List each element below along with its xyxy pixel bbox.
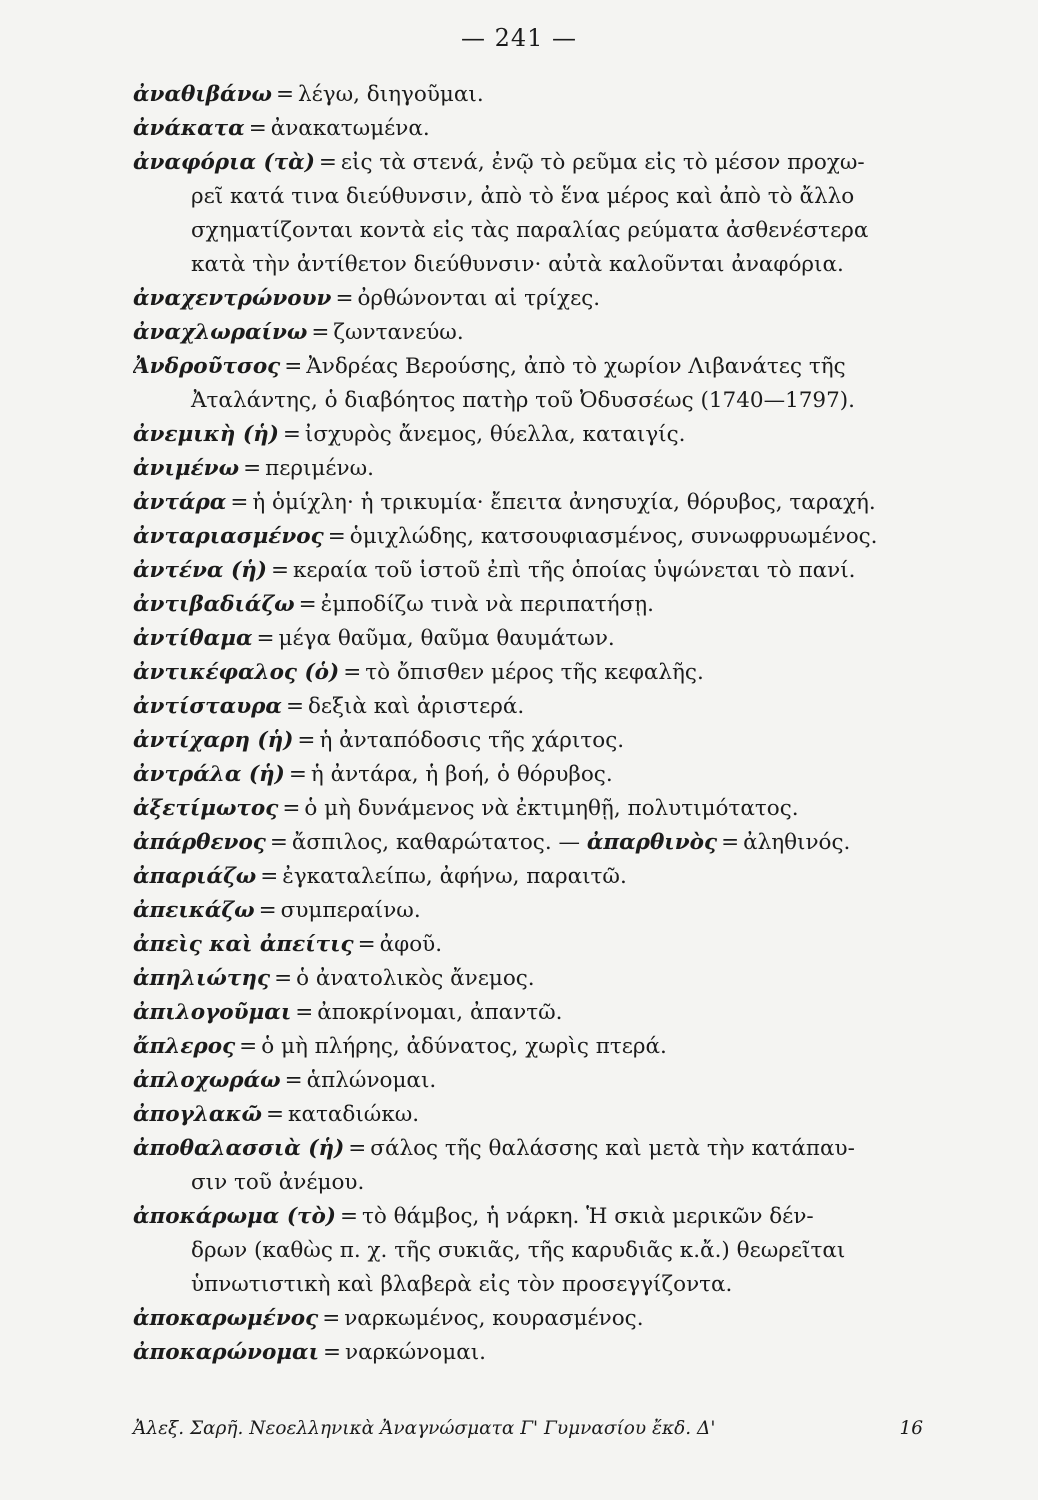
entry-definition: σάλος τῆς θαλάσσης καὶ μετὰ τὴν κατάπαυ- xyxy=(370,1136,855,1161)
continuation-text: κατὰ τὴν ἀντίθετον διεύθυνσιν· αὐτὰ καλοῦνται ἀναφόρια. xyxy=(191,252,844,277)
entry-headword: ἀποκάρωμα (τὸ) xyxy=(133,1204,336,1229)
equals-sign: = xyxy=(288,762,307,787)
glossary-entry xyxy=(133,486,933,520)
glossary-entry xyxy=(133,826,933,860)
entry-definition: καταδιώκω. xyxy=(288,1102,420,1127)
entry-headword: ἀνάκατα xyxy=(133,116,245,141)
entry-definition-secondary: ἀληθινός. xyxy=(743,830,851,855)
entry-headword: Ἀνδροῦτσος xyxy=(133,354,281,379)
glossary-entry xyxy=(133,1302,933,1336)
glossary-list xyxy=(133,78,933,1370)
glossary-entry xyxy=(133,758,933,792)
glossary-entry xyxy=(133,146,933,180)
entry-definition: συμπεραίνω. xyxy=(280,898,421,923)
glossary-entry xyxy=(133,418,933,452)
entry-headword: ἀντίσταυρα xyxy=(133,694,282,719)
entry-continuation-line xyxy=(133,214,933,248)
equals-sign: = xyxy=(298,592,317,617)
equals-sign: = xyxy=(269,830,288,855)
entry-definition: ὁ μὴ πλήρης, ἀδύνατος, χωρὶς πτερά. xyxy=(261,1034,667,1059)
glossary-entry xyxy=(133,1132,933,1166)
equals-sign: = xyxy=(258,898,277,923)
entry-headword: ἀναχλωραίνω xyxy=(133,320,308,345)
entry-headword: ἀνιμένω xyxy=(133,456,240,481)
entry-headword: ἀποκαρωμένος xyxy=(133,1306,319,1331)
glossary-entry xyxy=(133,724,933,758)
entry-definition: ὁμιχλώδης, κατσουφιασμένος, συνωφρυωμένος. xyxy=(349,524,878,549)
entry-headword: ἀποθαλασσιὰ (ἡ) xyxy=(133,1136,345,1161)
footer-citation: Ἀλεξ. Σαρῆ. Νεοελληνικὰ Ἀναγνώσματα Γ' Γυμνασίου ἔκδ. Δ' xyxy=(133,1418,716,1439)
equals-sign: = xyxy=(284,354,303,379)
entry-definition: ἁπλώνομαι. xyxy=(306,1068,437,1093)
equals-sign: = xyxy=(327,524,346,549)
glossary-entry xyxy=(133,452,933,486)
entry-definition: ἀφοῦ. xyxy=(379,932,443,957)
footer-signature-number: 16 xyxy=(899,1418,923,1439)
entry-headword: ἀποκαρώνομαι xyxy=(133,1340,319,1365)
glossary-entry xyxy=(133,860,933,894)
glossary-entry xyxy=(133,894,933,928)
entry-definition: μέγα θαῦμα, θαῦμα θαυμάτων. xyxy=(278,626,615,651)
equals-sign: = xyxy=(343,660,362,685)
equals-sign: = xyxy=(357,932,376,957)
equals-sign: = xyxy=(275,82,294,107)
continuation-text: σχηματίζονται κοντὰ εἰς τὰς παραλίας ρεύματα ἀσθενέστερα xyxy=(191,218,869,243)
equals-sign: = xyxy=(295,1000,314,1025)
entry-definition: δεξιὰ καὶ ἀριστερά. xyxy=(307,694,525,719)
entry-headword: ἀντένα (ἡ) xyxy=(133,558,267,583)
equals-sign: = xyxy=(248,116,267,141)
entry-headword: ἀναθιβάνω xyxy=(133,82,272,107)
glossary-entry xyxy=(133,554,933,588)
glossary-entry xyxy=(133,1200,933,1234)
entry-headword-secondary: ἀπαρθινὸς xyxy=(586,830,718,855)
entry-definition: τὸ θάμβος, ἡ νάρκη. Ἡ σκιὰ μερικῶν δέν- xyxy=(362,1204,814,1229)
equals-sign: = xyxy=(284,1068,303,1093)
entry-headword: ἀνεμικὴ (ἡ) xyxy=(133,422,279,447)
entry-definition: κεραία τοῦ ἱστοῦ ἐπὶ τῆς ὁποίας ὑψώνεται τὸ πανί. xyxy=(292,558,856,583)
equals-sign: = xyxy=(322,1306,341,1331)
glossary-entry xyxy=(133,112,933,146)
entry-definition: ναρκωμένος, κουρασμένος. xyxy=(344,1306,644,1331)
entry-headword: ἀνταριασμένος xyxy=(133,524,324,549)
equals-sign: = xyxy=(318,150,337,175)
entry-headword: ἀντικέφαλος (ὁ) xyxy=(133,660,340,685)
equals-sign: = xyxy=(335,286,354,311)
equals-sign: = xyxy=(285,694,304,719)
equals-sign: = xyxy=(282,422,301,447)
entry-headword: ἀντράλα (ἡ) xyxy=(133,762,285,787)
entry-headword: ἀντάρα xyxy=(133,490,227,515)
glossary-entry xyxy=(133,282,933,316)
equals-sign: = xyxy=(721,830,740,855)
entry-headword: ἄπλερος xyxy=(133,1034,236,1059)
entry-headword: ἀπηλιώτης xyxy=(133,966,271,991)
entry-headword: ἀπεικάζω xyxy=(133,898,255,923)
glossary-entry xyxy=(133,1098,933,1132)
equals-sign: = xyxy=(297,728,316,753)
glossary-entry xyxy=(133,1336,933,1370)
entry-definition: ὁ ἀνατολικὸς ἄνεμος. xyxy=(296,966,535,991)
entry-definition: ναρκώνομαι. xyxy=(345,1340,486,1365)
equals-sign: = xyxy=(274,966,293,991)
entry-definition: ἀποκρίνομαι, ἀπαντῶ. xyxy=(317,1000,563,1025)
entry-headword: ἀπιλογοῦμαι xyxy=(133,1000,292,1025)
continuation-text: Ἀταλάντης, ὁ διαβόητος πατὴρ τοῦ Ὀδυσσέως (1740—1797). xyxy=(191,388,856,413)
entry-definition: ἡ ὁμίχλη· ἡ τρικυμία· ἔπειτα ἀνησυχία, θόρυβος, ταραχή. xyxy=(252,490,876,515)
equals-sign: = xyxy=(239,1034,258,1059)
entry-definition: ὀρθώνονται αἱ τρίχες. xyxy=(357,286,601,311)
entry-definition: λέγω, διηγοῦμαι. xyxy=(297,82,484,107)
entry-continuation-line xyxy=(133,384,933,418)
entry-headword: ἀναχεντρώνουν xyxy=(133,286,332,311)
equals-sign: = xyxy=(270,558,289,583)
equals-sign: = xyxy=(266,1102,285,1127)
entry-headword: ἀντίχαρη (ἡ) xyxy=(133,728,294,753)
entry-headword: ἀντιβαδιάζω xyxy=(133,592,295,617)
entry-definition: ἀνακατωμένα. xyxy=(270,116,430,141)
equals-sign: = xyxy=(282,796,301,821)
glossary-entry xyxy=(133,928,933,962)
entry-definition: ἡ ἀντάρα, ἡ βοή, ὁ θόρυβος. xyxy=(310,762,613,787)
glossary-entry xyxy=(133,588,933,622)
equals-sign: = xyxy=(339,1204,358,1229)
glossary-entry xyxy=(133,1064,933,1098)
entry-definition: ὁ μὴ δυνάμενος νὰ ἐκτιμηθῇ, πολυτιμότατος. xyxy=(304,796,799,821)
equals-sign: = xyxy=(256,626,275,651)
entry-definition: εἰς τὰ στενά, ἐνῷ τὸ ρεῦμα εἰς τὸ μέσον προχω- xyxy=(340,150,865,175)
entry-definition: ἐμποδίζω τινὰ νὰ περιπατήσῃ. xyxy=(320,592,654,617)
entry-headword: ἀξετίμωτος xyxy=(133,796,279,821)
entry-headword: ἀντίθαμα xyxy=(133,626,253,651)
entry-headword: ἀναφόρια (τὰ) xyxy=(133,150,315,175)
page-number: — 241 — xyxy=(460,24,578,52)
entry-continuation-line xyxy=(133,1234,933,1268)
glossary-entry xyxy=(133,622,933,656)
glossary-entry xyxy=(133,78,933,112)
entry-definition: περιμένω. xyxy=(265,456,374,481)
glossary-entry xyxy=(133,690,933,724)
equals-sign: = xyxy=(260,864,279,889)
glossary-entry xyxy=(133,792,933,826)
entry-definition: ἰσχυρὸς ἄνεμος, θύελλα, καταιγίς. xyxy=(304,422,686,447)
continuation-text: ὑπνωτιστικὴ καὶ βλαβερὰ εἰς τὸν προσεγγίζοντα. xyxy=(191,1272,733,1297)
equals-sign: = xyxy=(311,320,330,345)
glossary-entry xyxy=(133,520,933,554)
glossary-entry xyxy=(133,316,933,350)
entry-headword: ἀπλοχωράω xyxy=(133,1068,281,1093)
equals-sign: = xyxy=(348,1136,367,1161)
continuation-text: σιν τοῦ ἀνέμου. xyxy=(191,1170,365,1195)
glossary-entry xyxy=(133,350,933,384)
glossary-entry xyxy=(133,962,933,996)
entry-headword: ἀπαριάζω xyxy=(133,864,257,889)
entry-definition: τὸ ὄπισθεν μέρος τῆς κεφαλῆς. xyxy=(365,660,704,685)
glossary-entry xyxy=(133,1030,933,1064)
entry-definition: ἄσπιλος, καθαρώτατος. — xyxy=(291,830,580,855)
entry-continuation-line xyxy=(133,1166,933,1200)
entry-continuation-line xyxy=(133,1268,933,1302)
page-footer xyxy=(133,1418,923,1439)
entry-continuation-line xyxy=(133,248,933,282)
entry-headword: ἀπάρθενος xyxy=(133,830,266,855)
equals-sign: = xyxy=(230,490,249,515)
entry-definition: ζωντανεύω. xyxy=(333,320,464,345)
equals-sign: = xyxy=(243,456,262,481)
entry-continuation-line xyxy=(133,180,933,214)
continuation-text: δρων (καθὼς π. χ. τῆς συκιᾶς, τῆς καρυδιᾶς κ.ἄ.) θεωρεῖται xyxy=(191,1238,846,1263)
continuation-text: ρεῖ κατά τινα διεύθυνσιν, ἀπὸ τὸ ἕνα μέρος καὶ ἀπὸ τὸ ἄλλο xyxy=(191,184,855,209)
equals-sign: = xyxy=(323,1340,342,1365)
entry-headword: ἀπογλακῶ xyxy=(133,1102,263,1127)
entry-headword: ἀπεὶς καὶ ἀπείτις xyxy=(133,932,354,957)
entry-definition: ἡ ἀνταπόδοσις τῆς χάριτος. xyxy=(319,728,625,753)
glossary-entry xyxy=(133,996,933,1030)
entry-definition: Ἀνδρέας Βερούσης, ἀπὸ τὸ χωρίον Λιβανάτες τῆς xyxy=(306,354,846,379)
entry-definition: ἐγκαταλείπω, ἀφήνω, παραιτῶ. xyxy=(282,864,627,889)
glossary-entry xyxy=(133,656,933,690)
